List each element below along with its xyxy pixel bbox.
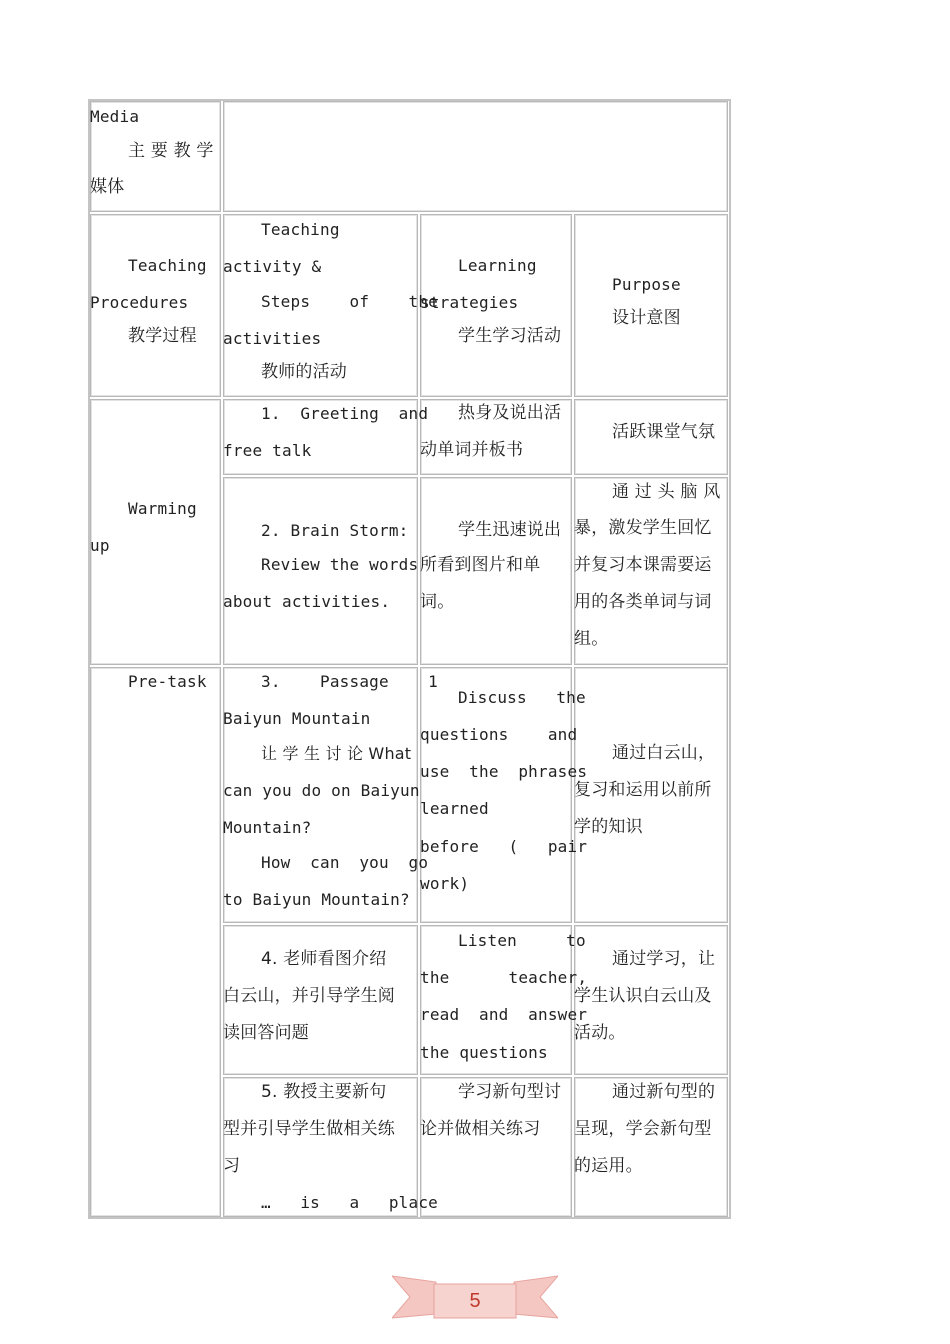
row3-teacher-6: How can you go (261, 853, 429, 872)
row3-learning-2: questions and (420, 725, 578, 744)
row1-learning-2: 动单词并板书 (420, 440, 524, 460)
pre-task-stage-cell (90, 667, 221, 1217)
row5-learning-1: 学习新句型讨 (458, 1082, 562, 1102)
row3-learning-1: Discuss the (458, 688, 586, 707)
row3-purpose-3: 学的知识 (574, 817, 643, 837)
row1-learning-1: 热身及说出活 (458, 403, 562, 423)
header-procedures-3: 教学过程 (128, 326, 197, 346)
row1-purpose-1: 活跃课堂气氛 (612, 422, 716, 442)
header-learning-3: 学生学习活动 (458, 326, 562, 346)
header-teacher-1: Teaching (261, 220, 340, 239)
header-purpose-1: Purpose (612, 275, 681, 294)
row3-purpose-1: 通过白云山， (612, 743, 716, 763)
header-procedures-1: Teaching (128, 256, 207, 275)
row5-purpose-2: 呈现，学会新句型 (574, 1119, 712, 1139)
row4-purpose-1: 通过学习，让 (612, 949, 716, 969)
page-number-badge (392, 1272, 558, 1322)
row2-purpose-3: 并复习本课需要运 (574, 555, 712, 575)
media-label-cn-1: 主 要 教 学 (128, 141, 214, 161)
row3-learning-4: learned (420, 799, 489, 818)
header-purpose-2: 设计意图 (612, 308, 681, 328)
row5-learning-2: 论并做相关练习 (420, 1119, 541, 1139)
row5-teacher-1: 5. 教授主要新句 (261, 1082, 387, 1102)
row4-teacher-3: 读回答问题 (223, 1023, 309, 1043)
row3-learning-5: before ( pair (420, 837, 588, 856)
media-label-en: Media (90, 107, 140, 126)
header-procedures-2: Procedures (90, 293, 189, 312)
page-number: 5 (469, 1290, 481, 1312)
row5-purpose-1: 通过新句型的 (612, 1082, 716, 1102)
row3-teacher-4: can you do on Baiyun (223, 781, 420, 800)
header-teacher-2: activity & (223, 257, 322, 276)
header-teacher-4: activities (223, 329, 322, 348)
row2-teacher-1: 2. Brain Storm: (261, 521, 409, 540)
header-learning-2: strategies (420, 293, 519, 312)
row2-purpose-4: 用的各类单词与词 (574, 592, 712, 612)
row2-teacher-3: about activities. (223, 592, 391, 611)
row2-purpose-1: 通 过 头 脑 风 (612, 482, 721, 502)
media-label-cn-2: 媒体 (90, 177, 125, 197)
row4-learning-3: read and answer (420, 1005, 588, 1024)
warming-up-stage-2: up (90, 536, 110, 555)
row2-learning-2: 所看到图片和单 (420, 555, 541, 575)
row2-learning-3: 词。 (420, 592, 455, 612)
row4-teacher-1: 4. 老师看图介绍 (261, 949, 387, 969)
row3-teacher-3: 让 学 生 讨 论 What (261, 744, 412, 763)
row1-teacher-1: 1. Greeting and (261, 404, 429, 423)
row4-teacher-2: 白云山，并引导学生阅 (223, 986, 395, 1006)
header-learning-1: Learning (458, 256, 537, 275)
row2-teacher-2: Review the words (261, 555, 419, 574)
row5-teacher-2: 型并引导学生做相关练 (223, 1119, 395, 1139)
row3-learning-3: use the phrases (420, 762, 588, 781)
media-content-cell (223, 101, 728, 212)
row2-purpose-2: 暴，激发学生回忆 (574, 518, 712, 538)
row4-learning-4: the questions (420, 1043, 548, 1062)
row3-teacher-5: Mountain? (223, 818, 312, 837)
row1-teacher-2: free talk (223, 441, 312, 460)
pre-task-stage: Pre-task (128, 672, 207, 691)
row5-teacher-4: … is a place (261, 1193, 438, 1212)
row3-teacher-2: Baiyun Mountain (223, 709, 371, 728)
row4-learning-1: Listen to (458, 931, 586, 950)
row4-learning-2: the teacher, (420, 968, 588, 987)
warming-up-stage-1: Warming (128, 499, 197, 518)
row3-learning-6: work) (420, 874, 470, 893)
header-teacher-3: Steps of the (261, 292, 438, 311)
row3-teacher-7: to Baiyun Mountain? (223, 890, 410, 909)
header-teacher-5: 教师的活动 (261, 362, 347, 382)
row5-purpose-3: 的运用。 (574, 1156, 643, 1176)
row2-learning-1: 学生迅速说出 (458, 520, 562, 540)
row4-purpose-3: 活动。 (574, 1023, 626, 1043)
row3-purpose-2: 复习和运用以前所 (574, 780, 712, 800)
row4-purpose-2: 学生认识白云山及 (574, 986, 712, 1006)
row3-teacher-1: 3. Passage 1 (261, 672, 438, 691)
row2-purpose-5: 组。 (574, 629, 609, 649)
row5-teacher-3: 习 (223, 1156, 241, 1176)
